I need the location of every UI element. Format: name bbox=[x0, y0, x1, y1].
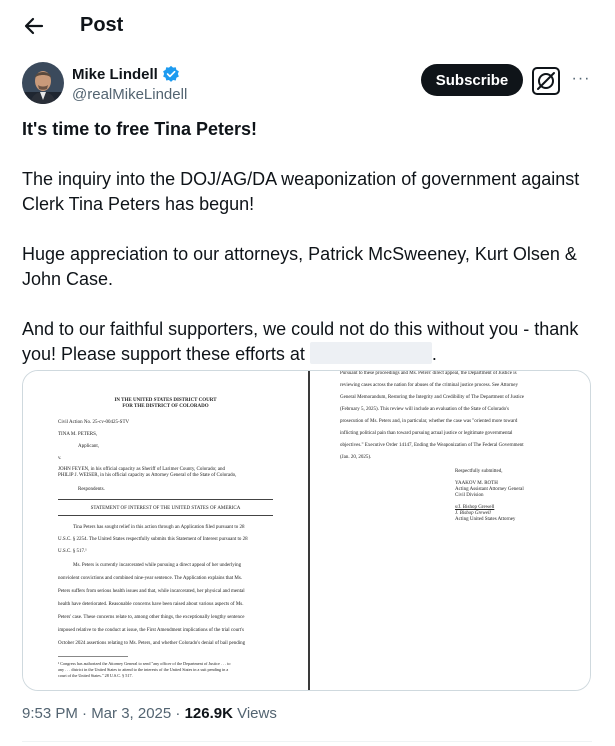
doc-party: TINA M. PETERS, bbox=[58, 432, 98, 437]
doc-signature-line: Acting Assistant Attorney General bbox=[455, 487, 524, 492]
post-line-3: Huge appreciation to our attorneys, Patrick McSweeney, Kurt Olsen & John Case. bbox=[22, 244, 577, 289]
grok-button[interactable] bbox=[530, 65, 562, 97]
author-name[interactable]: Mike Lindell bbox=[72, 65, 158, 83]
author-handle[interactable]: @realMikeLindell bbox=[72, 86, 188, 103]
page-title: Post bbox=[80, 14, 124, 36]
doc-right-body-line: inflicting political pain than toward pursuing actual justice or legitimate governmental bbox=[340, 431, 513, 436]
doc-signature-line: Civil Division bbox=[455, 493, 484, 498]
doc-signature-line: J. Bishop Grewell bbox=[455, 511, 491, 516]
doc-left-body-line: October 2024 assertions relating to Ms. Peters, and whether Colorado's denial of bail pending bbox=[58, 641, 246, 646]
back-arrow-icon bbox=[20, 12, 48, 40]
doc-respondents: Respondents. bbox=[78, 487, 105, 492]
doc-footnote-line: any . . . district in the United States to attend to the interests of the United States in a suit pending in a bbox=[58, 667, 229, 672]
doc-rule-bottom bbox=[58, 515, 273, 516]
doc-left-body-line: U.S.C. § 2254. The United States respectfully submits this Statement of Interest pursuant to 28 bbox=[58, 537, 248, 542]
doc-footnote-line: court of the United States." 28 U.S.C. § 517. bbox=[58, 673, 133, 678]
doc-right-body-line: Pursuant to these proceedings and Ms. Peters' direct appeal, the Department of Justice is bbox=[340, 371, 517, 376]
doc-right-body-line: (February 5, 2025). This review will include an evaluation of the State of Colorado's bbox=[340, 407, 509, 412]
doc-signature-line: YAAKOV M. ROTH bbox=[455, 481, 498, 486]
doc-left-body-line: Peters suffers from serious health issues and that, while incarcerated, her physical and mental bbox=[58, 589, 245, 594]
doc-right-body-line: General Memorandum, Restoring the Integrity and Credibility of The Department of Justice bbox=[340, 395, 525, 400]
doc-signature-line: Acting United States Attorney bbox=[455, 517, 516, 522]
doc-signature-line: s/J. Bishop Grewell bbox=[455, 505, 495, 510]
doc-court-line-2: FOR THE DISTRICT OF COLORADO bbox=[122, 404, 209, 409]
doc-right-body-line: prosecution of Ms. Peters and, in particular, whether the case was "oriented more toward bbox=[340, 419, 518, 424]
post-timestamp[interactable]: 9:53 PM · Mar 3, 2025 · bbox=[22, 705, 185, 722]
document-page-right bbox=[310, 371, 590, 690]
post-text bbox=[22, 117, 592, 367]
doc-respondent-1: JOHN FEYEN, in his official capacity as Sheriff of Larimer County, Colorado; and bbox=[58, 467, 225, 472]
doc-court-line-1: IN THE UNITED STATES DISTRICT COURT bbox=[114, 398, 217, 403]
doc-applicant: Applicant, bbox=[78, 444, 99, 449]
document-page-left bbox=[23, 371, 308, 690]
verified-badge-icon bbox=[162, 65, 180, 83]
doc-right-body-line: reviewing cases across the nation for abuses of the criminal justice process. See Attorney bbox=[340, 383, 519, 388]
doc-statement-title: STATEMENT OF INTEREST OF THE UNITED STATES OF AMERICA bbox=[90, 506, 241, 511]
grok-icon bbox=[530, 65, 562, 97]
doc-left-body-line: Ms. Peters is currently incarcerated while pursuing a direct appeal of her underlying bbox=[73, 563, 242, 568]
doc-rule-top bbox=[58, 499, 273, 500]
doc-signature-line: Respectfully submitted, bbox=[455, 469, 503, 474]
doc-right-body-line: objectives." Executive Order 14147, Ending the Weaponization of The Federal Government bbox=[340, 443, 524, 448]
back-button[interactable] bbox=[20, 12, 48, 40]
doc-versus: v. bbox=[58, 456, 62, 461]
views-label: Views bbox=[232, 705, 277, 722]
post-line-4 bbox=[22, 317, 592, 367]
doc-left-body-line: Tina Peters has sought relief in this action through an Application filed pursuant to 28 bbox=[73, 525, 245, 530]
post-meta bbox=[22, 705, 277, 722]
post-line-4-suffix: . bbox=[431, 344, 437, 364]
avatar[interactable] bbox=[22, 62, 64, 104]
post-line-2: The inquiry into the DOJ/AG/DA weaponization of government against Clerk Tina Peters has begun! bbox=[22, 169, 580, 214]
author-name-line[interactable] bbox=[72, 65, 180, 83]
doc-left-body-line: U.S.C. § 517.¹ bbox=[58, 549, 87, 554]
doc-left-body-line: imposed relative to the conduct at issue, the First Amendment implications of the trial court's bbox=[58, 628, 245, 633]
doc-footnote-line: ¹ Congress has authorized the Attorney General to send "any officer of the Department of Justice . . . to bbox=[58, 661, 231, 666]
avatar-photo-icon bbox=[22, 62, 64, 104]
post-line-4-text: And to our faithful supporters, we could not do this without you - thank you! Please support these efforts at bbox=[22, 319, 579, 364]
doc-left-body-line: health have deteriorated. Reasonable concerns have been raised about various aspects of Ms. bbox=[58, 602, 244, 607]
subscribe-button[interactable]: Subscribe bbox=[421, 64, 523, 96]
doc-footnote-rule bbox=[58, 656, 128, 657]
more-options-icon[interactable]: ··· bbox=[571, 70, 591, 87]
post-media-image[interactable] bbox=[22, 370, 591, 691]
doc-respondent-2: PHILIP J. WEISER, in his official capacity as Attorney General of the State of Colorado, bbox=[58, 473, 237, 478]
doc-left-body-line: Peters' case. These concerns relate to, among other things, the exceptionally lengthy sentence bbox=[58, 615, 245, 620]
doc-left-body-line: nonviolent convictions and combined nine-year sentence. The Application explains that Ms. bbox=[58, 576, 243, 581]
post-line-1: It's time to free Tina Peters! bbox=[22, 119, 258, 139]
redacted-link[interactable] bbox=[310, 342, 432, 364]
doc-right-body-line: (Jan. 20, 2025). bbox=[340, 455, 372, 460]
doc-civil-action: Civil Action No. 25-cv-00425-STV bbox=[58, 420, 130, 425]
view-count: 126.9K bbox=[184, 705, 233, 722]
divider bbox=[22, 741, 592, 742]
